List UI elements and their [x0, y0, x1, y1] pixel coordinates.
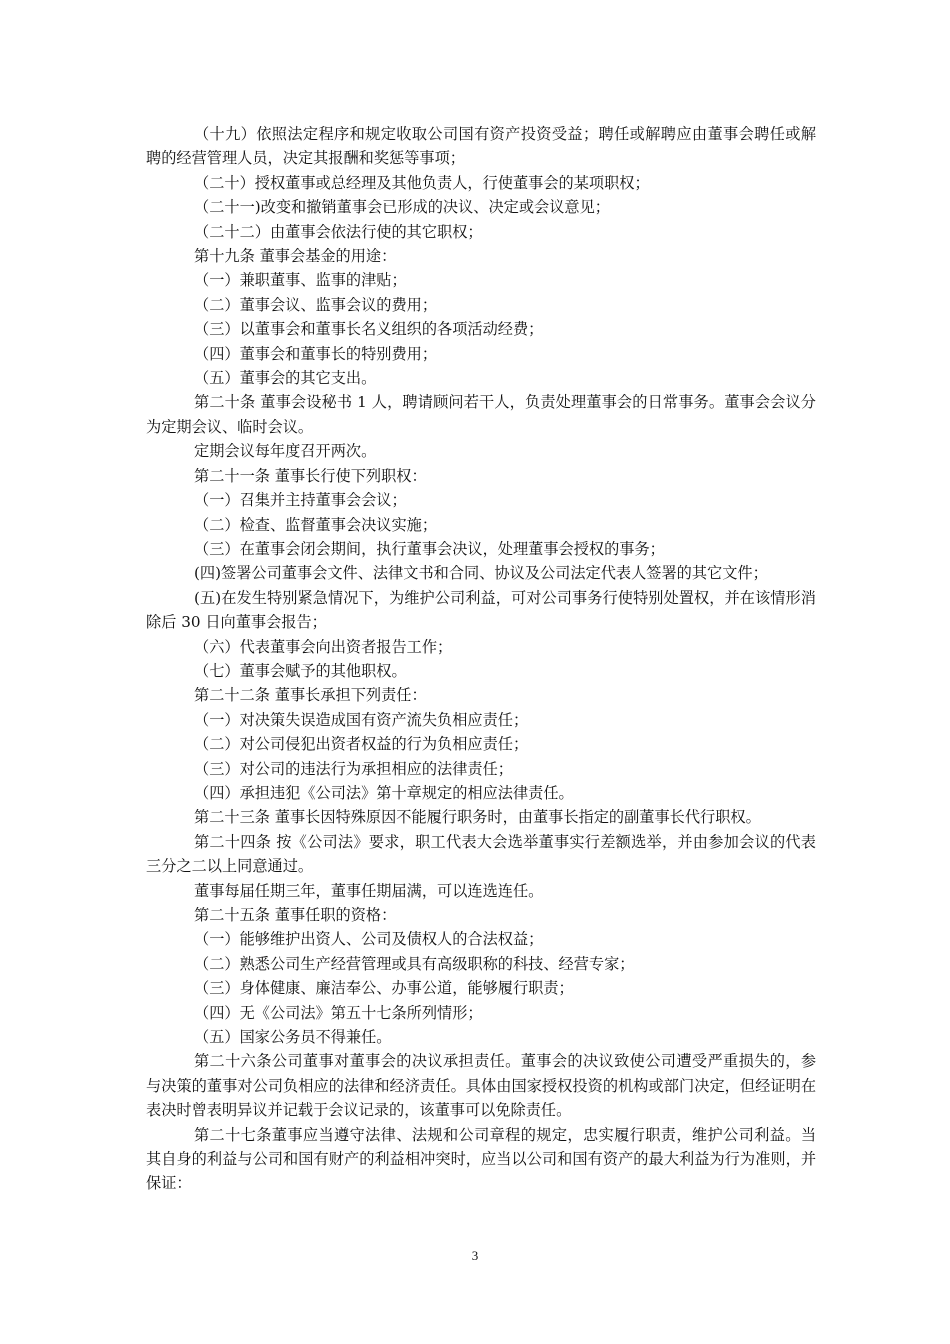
paragraph: 定期会议每年度召开两次。: [194, 442, 377, 461]
paragraph: （三）以董事会和董事长名义组织的各项活动经费；: [194, 320, 544, 339]
paragraph: （一）能够维护出资人、公司及债权人的合法权益；: [194, 930, 544, 949]
article-heading: 第二十五条 董事任职的资格：: [194, 906, 397, 924]
paragraph: （六）代表董事会向出资者报告工作；: [194, 637, 453, 656]
paragraph: （一）对决策失误造成国有资产流失负相应责任；: [194, 710, 529, 729]
article-paragraph: 第二十四条 按《公司法》要求，职工代表大会选举董事实行差额选举，并由参加会议的代表三分之二以上同意通过。: [146, 832, 816, 876]
article-paragraph: 第二十条 董事会设秘书 1 人，聘请顾问若干人，负责处理董事会的日常事务。董事会会议分为定期会议、临时会议。: [146, 393, 816, 436]
paragraph: 董事每届任期三年，董事任期届满，可以连选连任。: [194, 881, 544, 900]
article-paragraph: 第二十三条 董事长因特殊原因不能履行职务时，由董事长指定的副董事长代行职权。: [194, 808, 761, 827]
paragraph: （十九）依照法定程序和规定收取公司国有资产投资受益；聘任或解聘应由董事会聘任或解聘的经营管理人员，决定其报酬和奖惩等事项；: [146, 125, 816, 168]
page-number: 3: [471, 1248, 479, 1263]
article-paragraph: 第二十六条公司董事对董事会的决议承担责任。董事会的决议致使公司遭受严重损失的，参与决策的董事对公司负相应的法律和经济责任。具体由国家授权投资的机构或部门决定，但经证明在表决时曾表明异议并记载于会议记录的，该董事可以免除责任。: [146, 1052, 816, 1120]
paragraph: （二）检查、监督董事会决议实施；: [194, 515, 437, 534]
article-paragraph: 第二十七条董事应当遵守法律、法规和公司章程的规定，忠实履行职责，维护公司利益。当其自身的利益与公司和国有财产的利益相冲突时，应当以公司和国有资产的最大利益为行为准则，并保证：: [146, 1125, 816, 1193]
paragraph: （四）无《公司法》第五十七条所列情形；: [194, 1003, 483, 1022]
paragraph: （四）董事会和董事长的特别费用；: [194, 344, 437, 363]
paragraph: （一）召集并主持董事会会议；: [194, 491, 407, 510]
paragraph: （二十一)改变和撤销董事会已形成的决议、决定或会议意见；: [194, 198, 610, 217]
paragraph: （五）国家公务员不得兼任。: [194, 1028, 392, 1047]
paragraph: （二）董事会议、监事会议的费用；: [194, 295, 437, 314]
paragraph: （五）董事会的其它支出。: [194, 369, 377, 388]
document-body: [146, 122, 816, 1196]
paragraph: (四)签署公司董事会文件、法律文书和合同、协议及公司法定代表人签署的其它文件；: [194, 564, 768, 583]
paragraph: （二十）授权董事或总经理及其他负责人，行使董事会的某项职权；: [194, 173, 650, 192]
paragraph: （三）对公司的违法行为承担相应的法律责任；: [194, 759, 513, 778]
article-heading: 第二十一条 董事长行使下列职权：: [194, 466, 427, 485]
paragraph: （二十二）由董事会依法行使的其它职权；: [194, 222, 483, 241]
paragraph: （一）兼职董事、监事的津贴；: [194, 271, 407, 290]
paragraph: (五)在发生特别紧急情况下，为维护公司利益，可对公司事务行使特别处置权，并在该情形消除后 30 日向董事会报告；: [146, 588, 816, 632]
paragraph: （二）对公司侵犯出资者权益的行为负相应责任；: [194, 735, 529, 754]
paragraph: （七）董事会赋予的其他职权。: [194, 661, 407, 680]
article-heading: 第二十二条 董事长承担下列责任：: [194, 686, 427, 705]
paragraph: （二）熟悉公司生产经营管理或具有高级职称的科技、经营专家；: [194, 954, 635, 973]
paragraph: （四）承担违犯《公司法》第十章规定的相应法律责任。: [194, 783, 574, 802]
paragraph: （三）在董事会闭会期间，执行董事会决议，处理董事会授权的事务；: [194, 539, 665, 558]
article-heading: 第十九条 董事会基金的用途：: [194, 247, 397, 266]
paragraph: （三）身体健康、廉洁奉公、办事公道，能够履行职责；: [194, 979, 574, 998]
